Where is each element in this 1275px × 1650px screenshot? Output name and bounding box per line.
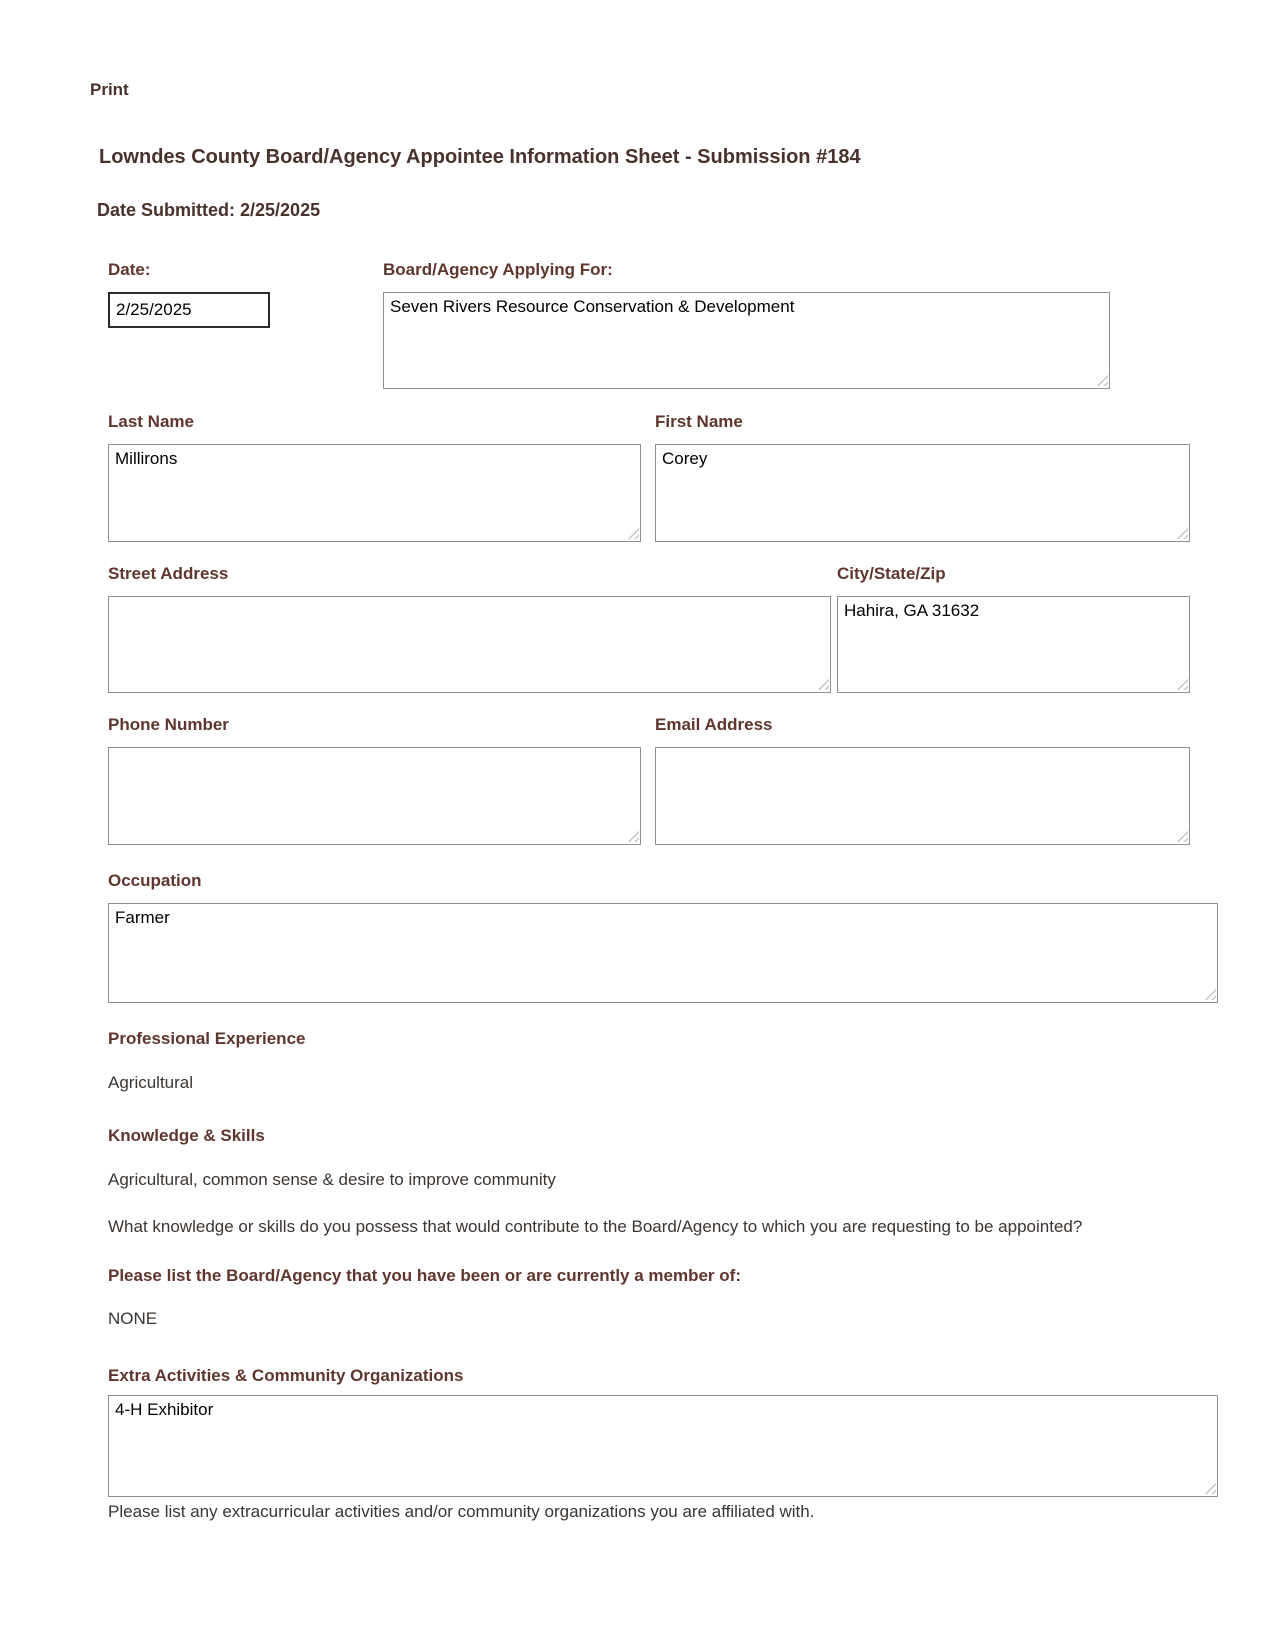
board-agency-label: Board/Agency Applying For: bbox=[383, 260, 613, 279]
date-label: Date: bbox=[108, 260, 151, 279]
knowledge-skills-text: Agricultural, common sense & desire to improve community bbox=[108, 1170, 556, 1189]
email-address-textarea[interactable] bbox=[655, 747, 1190, 845]
city-state-zip-textarea[interactable] bbox=[837, 596, 1190, 693]
last-name-label: Last Name bbox=[108, 412, 194, 431]
date-input[interactable] bbox=[108, 292, 270, 328]
occupation-textarea[interactable] bbox=[108, 903, 1218, 1003]
extra-activities-label: Extra Activities & Community Organizations bbox=[108, 1366, 464, 1385]
row-address bbox=[108, 564, 1218, 693]
occupation-label: Occupation bbox=[108, 871, 202, 890]
phone-number-textarea[interactable] bbox=[108, 747, 641, 845]
street-address-label: Street Address bbox=[108, 564, 229, 583]
board-membership-heading: Please list the Board/Agency that you have been or are currently a member of: bbox=[108, 1266, 741, 1285]
extra-activities-textarea[interactable] bbox=[108, 1395, 1218, 1497]
row-occupation bbox=[108, 871, 1218, 1003]
knowledge-skills-heading: Knowledge & Skills bbox=[108, 1126, 265, 1145]
row-contact bbox=[108, 715, 1218, 845]
last-name-textarea[interactable] bbox=[108, 444, 641, 542]
print-button[interactable]: Print bbox=[90, 80, 129, 99]
first-name-label: First Name bbox=[655, 412, 743, 431]
knowledge-skills-help-text: What knowledge or skills do you possess that would contribute to the Board/Agency to which you are requesting to be appointed? bbox=[108, 1217, 1083, 1236]
extra-activities-help-text: Please list any extracurricular activities and/or community organizations you are affiliated with. bbox=[108, 1502, 815, 1521]
phone-number-label: Phone Number bbox=[108, 715, 229, 734]
professional-experience-text: Agricultural bbox=[108, 1073, 194, 1092]
email-address-label: Email Address bbox=[655, 715, 773, 734]
page-title: Lowndes County Board/Agency Appointee Information Sheet - Submission #184 bbox=[99, 146, 861, 168]
row-name bbox=[108, 412, 1218, 542]
date-submitted-label: Date Submitted: 2/25/2025 bbox=[97, 200, 321, 220]
first-name-textarea[interactable] bbox=[655, 444, 1190, 542]
street-address-textarea[interactable] bbox=[108, 596, 831, 693]
professional-experience-heading: Professional Experience bbox=[108, 1029, 306, 1048]
row-date-board bbox=[108, 260, 1218, 389]
board-membership-text: NONE bbox=[108, 1309, 158, 1328]
city-state-zip-label: City/State/Zip bbox=[837, 564, 946, 583]
board-agency-textarea[interactable] bbox=[383, 292, 1110, 389]
appointee-form bbox=[108, 260, 1218, 1522]
